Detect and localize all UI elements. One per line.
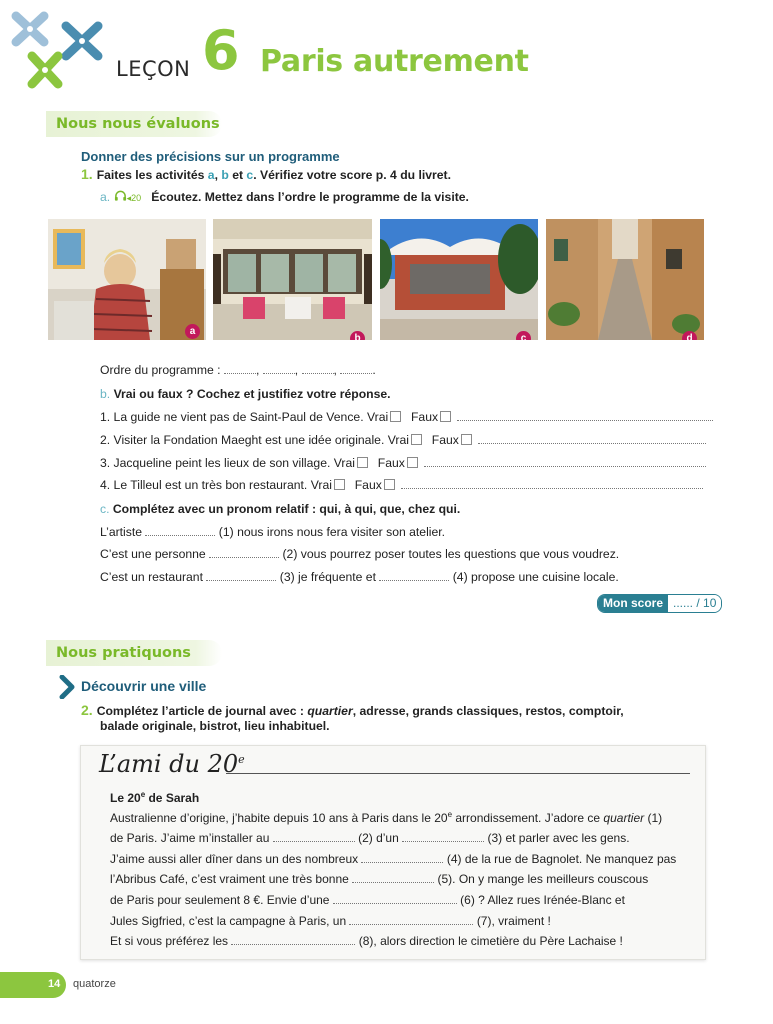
article-line-1: Australienne d’origine, j’habite depuis 10 ans à Paris dans le 20e arrondissement. J’adore ce quartier (1)	[110, 810, 663, 825]
exercise-number: 1.	[81, 166, 93, 182]
article-blank-5[interactable]	[352, 873, 434, 883]
article-line-4: l’Abribus Café, c’est vraiment une très bonne (5). On y mange les meilleurs couscous	[110, 872, 649, 886]
lesson-title: Paris autrement	[260, 44, 529, 79]
pronoun-row-2: C’est une personne (2) vous pourrez poser toutes les questions que vous voudrez.	[100, 547, 620, 561]
article-blank-4[interactable]	[361, 853, 443, 863]
faux-checkbox[interactable]	[384, 479, 395, 490]
article-blank-7[interactable]	[349, 915, 473, 925]
justification-blank[interactable]	[478, 434, 706, 444]
faux-checkbox[interactable]	[407, 457, 418, 468]
vrai-checkbox[interactable]	[334, 479, 345, 490]
section-subtitle-ville: Découvrir une ville	[81, 678, 207, 694]
exercise-2-instruction-line2: balade originale, bistrot, lieu inhabituel.	[100, 719, 330, 733]
vf-row-3: 3. Jacqueline peint les lieux de son village. Vrai Faux	[100, 455, 706, 471]
vf-row-4: 4. Le Tilleul est un très bon restaurant. Vrai Faux	[100, 477, 703, 493]
photo-painter	[48, 219, 206, 340]
vrai-checkbox[interactable]	[411, 434, 422, 445]
justification-blank[interactable]	[401, 479, 703, 489]
article-line-3: J’aime aussi aller dîner dans un des nombreux (4) de la rue de Bagnolet. Ne manquez pas	[110, 852, 677, 866]
order-line: Ordre du programme : , , , .	[100, 363, 376, 377]
pronoun-blank-1[interactable]	[145, 526, 215, 536]
photo-label-c: c	[516, 331, 531, 340]
lesson-number: 6	[202, 19, 240, 82]
score-label: Mon score	[598, 595, 668, 612]
article-heading: Le 20e de Sarah	[110, 790, 200, 805]
activity-b-instruction: b. Vrai ou faux ? Cochez et justifiez votre réponse.	[100, 387, 391, 401]
photo-label-a: a	[185, 324, 200, 339]
article-line-7: Et si vous préférez les (8), alors direction le cimetière du Père Lachaise !	[110, 934, 623, 948]
section-subtitle: Donner des précisions sur un programme	[81, 149, 340, 164]
justification-blank[interactable]	[424, 457, 706, 467]
order-blank-4[interactable]	[340, 364, 372, 374]
activity-c-instruction: c. Complétez avec un pronom relatif : qui, à qui, que, chez qui.	[100, 502, 461, 516]
faux-checkbox[interactable]	[440, 411, 451, 422]
photo-label-d: d	[682, 331, 697, 340]
lesson-label: LEÇON	[116, 57, 191, 81]
exercise-1-instruction: 1. Faites les activités a, b et c. Vérifiez votre score p. 4 du livret.	[81, 166, 451, 182]
article-title-rule	[226, 773, 690, 774]
pronoun-blank-2[interactable]	[209, 548, 279, 558]
photo-label-b: b	[350, 331, 365, 340]
track-number: 20	[131, 193, 142, 203]
page-number-word: quatorze	[73, 978, 116, 990]
exercise-number: 2.	[81, 702, 93, 718]
newspaper-article	[80, 745, 706, 960]
faux-checkbox[interactable]	[461, 434, 472, 445]
section-title-pratiquons: Nous pratiquons	[46, 640, 222, 666]
article-line-2: de Paris. J’aime m’installer au (2) d’un (3) et parler avec les gens.	[110, 831, 630, 845]
article-blank-6[interactable]	[333, 894, 457, 904]
pronoun-row-3: C’est un restaurant (3) je fréquente et (4) propose une cuisine locale.	[100, 570, 619, 584]
order-blank-2[interactable]	[263, 364, 295, 374]
score-box	[597, 594, 722, 613]
article-blank-8[interactable]	[231, 935, 355, 945]
pronoun-row-1: L’artiste (1) nous irons nous fera visiter son atelier.	[100, 525, 446, 539]
track-icon: ◂	[126, 193, 132, 203]
article-blank-2[interactable]	[273, 832, 355, 842]
activity-a-instruction: a. ◂20 Écoutez. Mettez dans l’ordre le programme de la visite.	[100, 190, 469, 204]
order-blank-3[interactable]	[302, 364, 334, 374]
vrai-checkbox[interactable]	[357, 457, 368, 468]
order-blank-1[interactable]	[224, 364, 256, 374]
photo-village	[546, 219, 704, 340]
justification-blank[interactable]	[457, 411, 713, 421]
vf-row-2: 2. Visiter la Fondation Maeght est une idée originale. Vrai Faux	[100, 432, 706, 448]
section-title-evaluons: Nous nous évaluons	[46, 111, 222, 137]
section-marker-icon	[59, 675, 77, 699]
headphones-icon[interactable]	[114, 190, 127, 202]
article-line-6: Jules Sigfried, c’est la campagne à Paris, un (7), vraiment !	[110, 914, 551, 928]
pronoun-blank-4[interactable]	[379, 571, 449, 581]
photo-restaurant	[213, 219, 372, 340]
article-line-5: de Paris pour seulement 8 €. Envie d’une (6) ? Allez rues Irénée-Blanc et	[110, 893, 625, 907]
vrai-checkbox[interactable]	[390, 411, 401, 422]
photo-fondation	[380, 219, 538, 340]
page-number: 14	[48, 978, 61, 990]
article-blank-3[interactable]	[402, 832, 484, 842]
vf-row-1: 1. La guide ne vient pas de Saint-Paul de Vence. Vrai Faux	[100, 409, 713, 425]
score-value[interactable]: ...... / 10	[668, 595, 721, 612]
article-title: L’ami du 20e	[99, 750, 245, 778]
pronoun-blank-3[interactable]	[206, 571, 276, 581]
lesson-logo	[6, 4, 118, 94]
exercise-2-instruction-line1: 2. Complétez l’article de journal avec : quartier, adresse, grands classiques, restos, comptoir,	[81, 702, 624, 718]
